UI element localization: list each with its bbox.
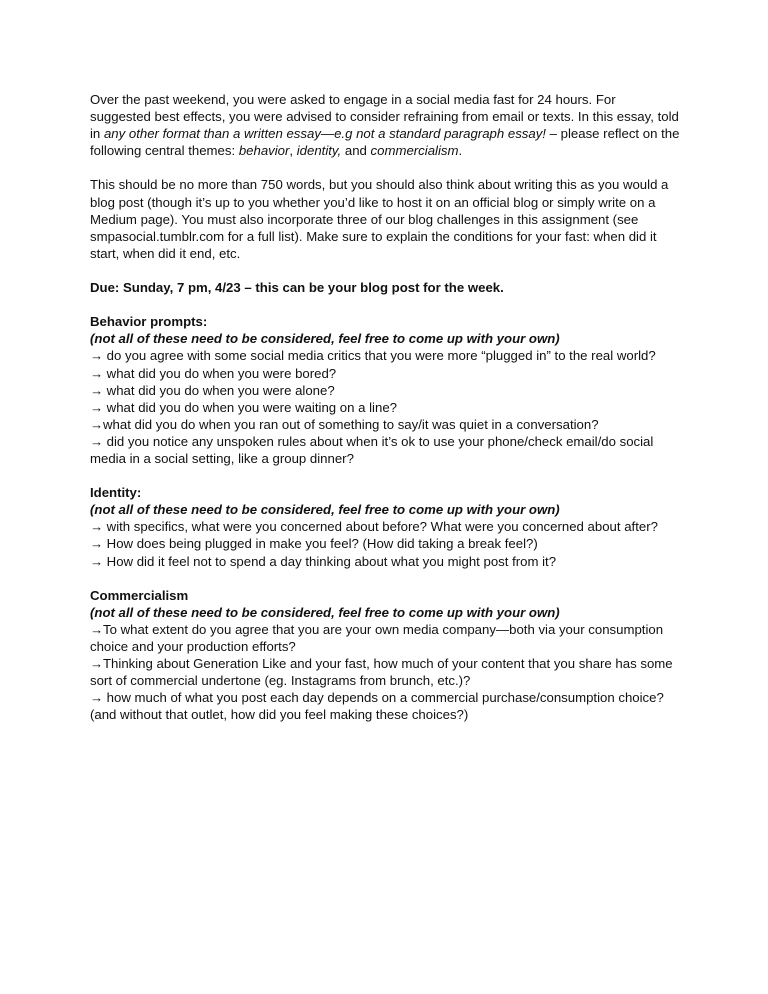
intro-sep-1: ,	[289, 143, 297, 159]
list-item: → what did you do when you were alone?	[90, 382, 335, 398]
section-heading-identity: Identity:	[90, 485, 142, 501]
spacer	[90, 262, 680, 279]
intro-text-2: – please reflect on the following central themes:	[90, 126, 680, 159]
arrow-right-icon: →	[90, 690, 104, 706]
arrow-right-icon: →	[90, 399, 104, 415]
list-item: →To what extent do you agree that you are your own media company—both via your consumption choice and your production efforts?	[90, 621, 664, 654]
document-page	[90, 91, 680, 723]
arrow-right-icon: →	[90, 519, 104, 535]
arrow-right-icon: →	[90, 553, 104, 569]
theme-behavior: behavior	[238, 143, 290, 159]
arrow-right-icon: →	[90, 433, 104, 449]
section-note-identity: (not all of these need to be considered, feel free to come up with your own)	[90, 502, 560, 518]
list-item: → do you agree with some social media critics that you were more “plugged in” to the real world?	[90, 348, 656, 364]
section-heading-commercialism: Commercialism	[90, 587, 189, 603]
section-note-behavior: (not all of these need to be considered, feel free to come up with your own)	[90, 331, 560, 347]
spacer	[90, 296, 680, 313]
arrow-right-icon: →	[90, 621, 104, 637]
intro-text-1: Over the past weekend, you were asked to engage in a social media fast for 24 hours. For suggested best effects, you were advised to consider refraining from email or texts. In this essay, told in	[90, 92, 679, 142]
intro-sep-2: and	[341, 143, 371, 159]
arrow-right-icon: →	[90, 656, 104, 672]
list-item: → with specifics, what were you concerned about before? What were you concerned about after?	[90, 519, 658, 535]
arrow-right-icon: →	[90, 536, 104, 552]
arrow-right-icon: →	[90, 348, 104, 364]
arrow-right-icon: →	[90, 382, 104, 398]
section-note-commercialism: (not all of these need to be considered, feel free to come up with your own)	[90, 604, 560, 620]
list-item: → what did you do when you were waiting on a line?	[90, 399, 397, 415]
arrow-right-icon: →	[90, 416, 104, 432]
spacer	[90, 467, 680, 484]
list-item: →what did you do when you ran out of something to say/it was quiet in a conversation?	[90, 416, 599, 432]
list-item: → how much of what you post each day depends on a commercial purchase/consumption choice? (and without that outlet, how did you feel making these choices?)	[90, 690, 664, 723]
theme-identity: identity,	[296, 143, 342, 159]
list-item: → did you notice any unspoken rules about when it’s ok to use your phone/check email/do social media in a social setting, like a group dinner?	[90, 433, 654, 466]
list-item: →Thinking about Generation Like and your fast, how much of your content that you share has some sort of commercial undertone (eg. Instagrams from brunch, etc.)?	[90, 656, 673, 689]
intro-italic-format: any other format than a written essay—e.g not a standard paragraph essay!	[103, 126, 546, 142]
due-date: Due: Sunday, 7 pm, 4/23 – this can be your blog post for the week.	[90, 280, 504, 296]
intro-paragraph	[90, 91, 680, 159]
spacer	[90, 159, 680, 176]
section-heading-behavior: Behavior prompts:	[90, 314, 208, 330]
list-item: → what did you do when you were bored?	[90, 365, 337, 381]
spacer	[90, 570, 680, 587]
list-item: → How does being plugged in make you feel? (How did taking a break feel?)	[90, 536, 538, 552]
intro-end: .	[458, 143, 463, 159]
list-item: → How did it feel not to spend a day thinking about what you might post from it?	[90, 553, 557, 569]
instructions-paragraph: This should be no more than 750 words, but you should also think about writing this as you would a blog post (though it’s up to you whether you’d like to host it on an official blog or simply write on a Medium page). You must also incorporate three of our blog challenges in this assignment (see smpasocial.tumblr.com for a full list). Make sure to explain the conditions for your fast: when did it start, when did it end, etc.	[90, 177, 669, 261]
theme-commercialism: commercialism	[370, 143, 459, 159]
arrow-right-icon: →	[90, 365, 104, 381]
